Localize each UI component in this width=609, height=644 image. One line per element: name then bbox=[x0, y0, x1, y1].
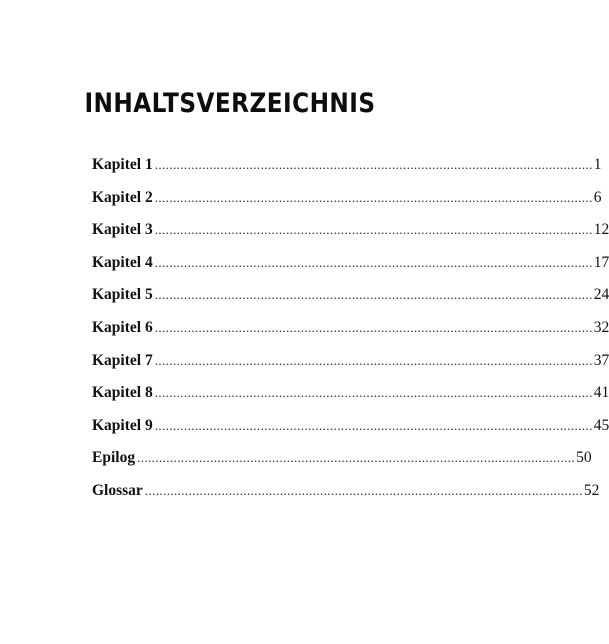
toc-entry-label: Kapitel 5 bbox=[92, 286, 153, 304]
toc-entry-label: Kapitel 9 bbox=[92, 416, 153, 434]
toc-entry-page: 41 bbox=[593, 384, 609, 402]
toc-leader-dots: ........................................................................................................................ bbox=[154, 352, 593, 368]
toc-entry-page: 6 bbox=[593, 188, 602, 206]
toc-entry-page: 37 bbox=[593, 351, 609, 369]
toc-entry-page: 50 bbox=[576, 449, 592, 467]
toc-entry-page: 17 bbox=[593, 253, 609, 271]
toc-entry-label: Kapitel 7 bbox=[92, 351, 153, 369]
toc-entry bbox=[92, 481, 600, 514]
toc-entry bbox=[92, 318, 609, 351]
toc-entry bbox=[92, 285, 609, 318]
toc-entry-label: Kapitel 4 bbox=[92, 253, 153, 271]
toc-leader-dots: ........................................................................................................................ bbox=[154, 319, 593, 335]
toc-entry-label: Kapitel 1 bbox=[92, 156, 153, 173]
toc-leader-dots: ........................................................................................................................ bbox=[154, 287, 593, 303]
toc-leader-dots: ........................................................................................................................ bbox=[154, 189, 593, 205]
toc-entry bbox=[92, 448, 592, 481]
table-of-contents bbox=[92, 155, 609, 514]
toc-entry-page: 1 bbox=[593, 156, 602, 173]
toc-leader-dots: ........................................................................................................................ bbox=[154, 254, 593, 270]
toc-entry-label: Kapitel 3 bbox=[92, 221, 153, 239]
toc-leader-dots: ........................................................................................................................ bbox=[144, 482, 583, 498]
toc-entry-page: 32 bbox=[593, 318, 609, 336]
toc-entry-page: 52 bbox=[583, 481, 600, 499]
toc-entry bbox=[92, 188, 602, 221]
toc-entry-label: Epilog bbox=[92, 449, 136, 467]
toc-entry-label: Kapitel 2 bbox=[92, 188, 153, 206]
toc-entry-page: 45 bbox=[593, 416, 609, 434]
toc-entry-label: Kapitel 8 bbox=[92, 384, 153, 402]
page-title: INHALTSVERZEICHNIS bbox=[84, 88, 376, 119]
toc-leader-dots: ........................................................................................................................ bbox=[137, 450, 576, 466]
toc-leader-dots: ........................................................................................................................ bbox=[154, 385, 593, 401]
toc-entry bbox=[92, 155, 602, 188]
toc-leader-dots: ........................................................................................................................ bbox=[154, 157, 593, 172]
toc-entry-page: 12 bbox=[593, 221, 609, 239]
toc-entry-label: Glossar bbox=[92, 481, 143, 499]
toc-entry bbox=[92, 351, 609, 384]
toc-entry-label: Kapitel 6 bbox=[92, 318, 153, 336]
toc-leader-dots: ........................................................................................................................ bbox=[154, 222, 593, 238]
toc-entry bbox=[92, 416, 609, 449]
toc-entry-page: 24 bbox=[593, 286, 609, 304]
toc-entry bbox=[92, 383, 609, 416]
toc-entry bbox=[92, 253, 609, 286]
toc-entry bbox=[92, 220, 609, 253]
toc-leader-dots: ........................................................................................................................ bbox=[154, 417, 593, 433]
